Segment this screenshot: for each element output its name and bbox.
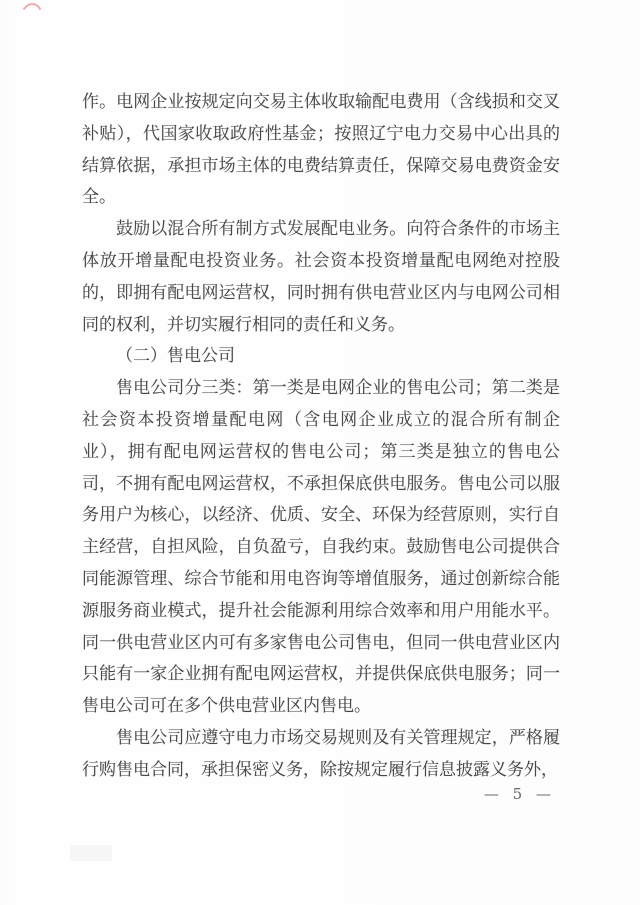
paragraph: 鼓励以混合所有制方式发展配电业务。向符合条件的市场主体放开增量配电投资业务。社会资本投资增量配电网绝对控股的，即拥有配电网运营权，同时拥有供电营业区内与电网公司相同的权利，并切实履行相同的责任和义务。 <box>82 219 560 335</box>
paragraph: 售电公司分三类：第一类是电网企业的售电公司；第二类是社会资本投资增量配电网（含电网企业成立的混合所有制企业），拥有配电网运营权的售电公司；第三类是独立的售电公司，不拥有配电网运营权，不承担保底供电服务。售电公司以服务用户为核心，以经济、优质、安全、环保为经营原则，实行自主经营，自担风险，自负盈亏，自我约束。鼓励售电公司提供合同能源管理、综合节能和用电咨询等增值服务，通过创新综合能源服务商业模式，提升社会能源利用综合效率和用户用能水平。同一供电营业区内可有多家售电公司售电，但同一供电营业区内只能有一家企业拥有配电网运营权，并提供保底供电服务；同一售电公司可在多个供电营业区内售电。 <box>82 378 560 717</box>
document-text-block <box>82 87 560 787</box>
paragraph: 作。电网企业按规定向交易主体收取输配电费用（含线损和交叉补贴），代国家收取政府性基金；按照辽宁电力交易中心出具的结算依据，承担市场主体的电费结算责任，保障交易电费资金安全。 <box>82 92 560 208</box>
paragraph: 售电公司应遵守电力市场交易规则及有关管理规定，严格履行购售电合同，承担保密义务，除按规定履行信息披露义务外， <box>82 727 560 780</box>
page-number: — 5 — <box>483 785 552 803</box>
red-ink-artifact <box>22 1 42 13</box>
paragraph: （二）售电公司 <box>116 346 235 367</box>
scan-artifact <box>70 845 112 861</box>
